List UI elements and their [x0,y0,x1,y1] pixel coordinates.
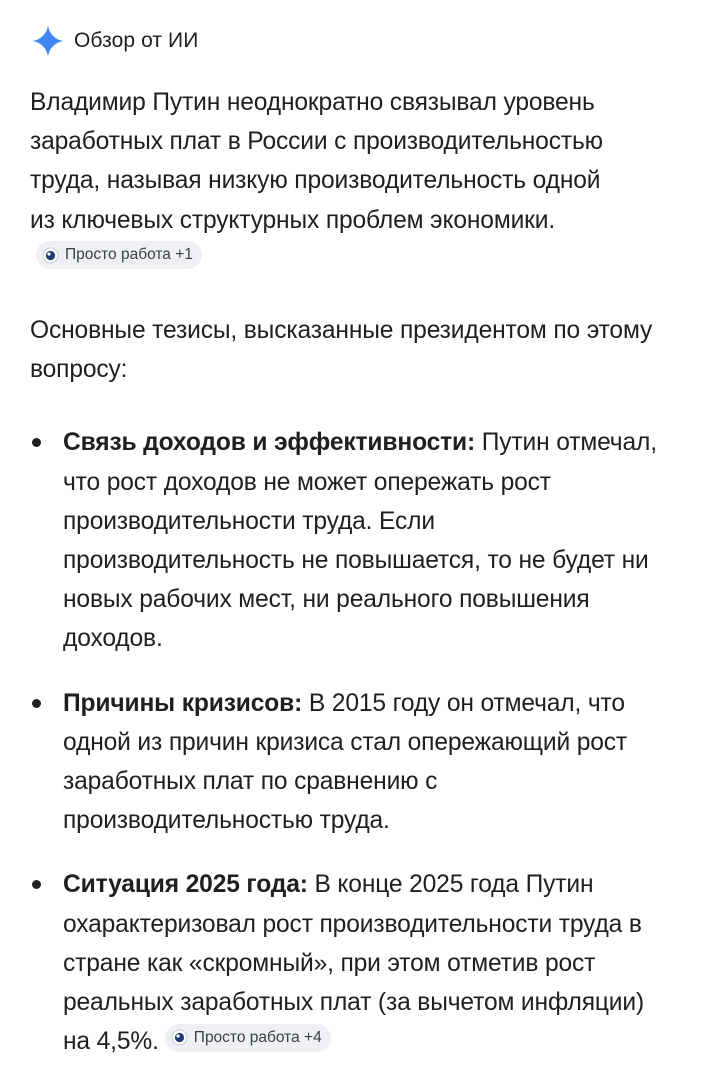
list-item [30,865,670,1061]
source-chip[interactable] [165,1024,331,1052]
bullet-text: В конце 2025 года Путин охарактеризовал рост производительности труда в стране как «скромный», при этом отметив рост реальных заработных плат (за вычетом инфляции) на 4,5%. [63,871,645,1056]
list-item [30,684,670,841]
intro-paragraph [30,83,618,279]
ai-overview-content [30,83,670,1061]
ai-overview-header [30,22,198,60]
lead-paragraph: Основные тезисы, высказанные президентом по этому вопросу: [30,317,653,384]
source-chip-label: Просто работа +4 [193,1028,322,1046]
bullet-icon [32,699,41,708]
bullet-title: Причины кризисов: [63,689,303,717]
bullet-title: Ситуация 2025 года: [63,871,308,899]
bullet-icon [32,438,41,447]
intro-text: Владимир Путин неоднократно связывал уровень заработных плат в России с производительностью труда, называя низкую производительность одной из ключевых структурных проблем экономики. [30,89,603,234]
source-favicon-icon [171,1029,188,1046]
source-chip[interactable] [36,241,202,269]
source-favicon-icon [42,247,59,264]
list-item [30,423,670,658]
source-chip-label: Просто работа +1 [65,246,193,264]
bullet-title: Связь доходов и эффективности: [63,429,476,457]
bullet-text: В 2015 году он отмечал, что одной из причин кризиса стал опережающий рост заработных плат по сравнению с производительностью труда. [63,689,628,835]
ai-overview-title: Обзор от ИИ [74,29,199,52]
bullet-icon [32,880,41,889]
theses-list [30,423,670,1061]
sparkle-icon [30,23,66,59]
bullet-text: Путин отмечал, что рост доходов не может опережать рост производительности труда. Если производительность не повышается, то не будет ни новых рабочих мест, ни реального повышения доходов. [63,429,657,653]
